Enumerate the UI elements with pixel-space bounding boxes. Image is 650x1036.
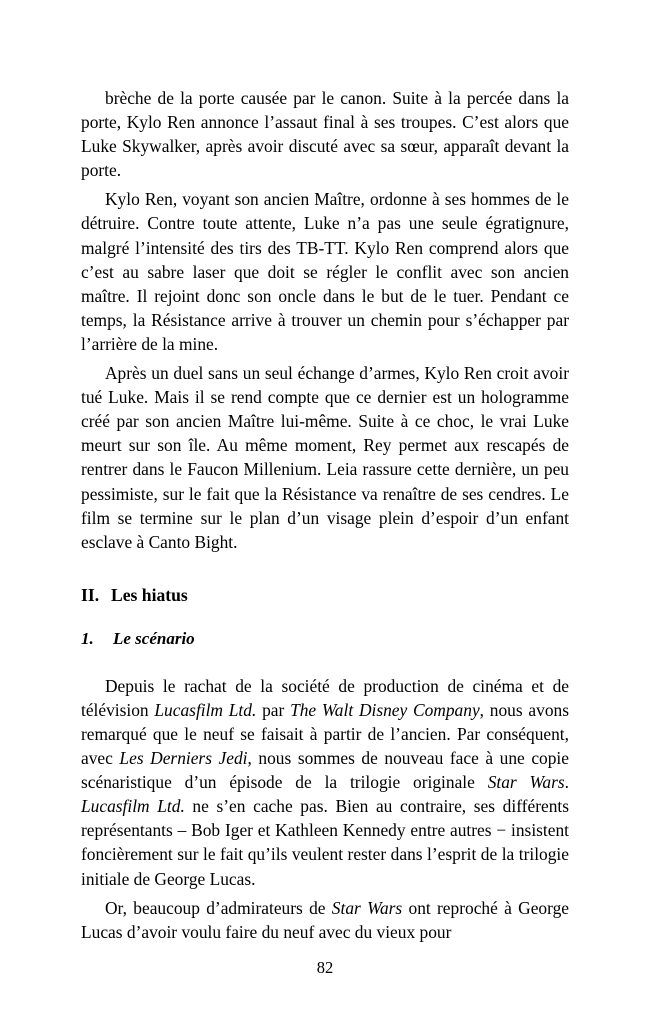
page-number: 82: [316, 958, 334, 977]
section-heading-title: Les hiatus: [111, 584, 188, 605]
heading-spacer: [81, 607, 569, 627]
italic-title: Lucasfilm Ltd.: [81, 796, 185, 817]
italic-title: Les Derniers Jedi: [119, 748, 248, 769]
italic-title: Star Wars: [331, 897, 403, 918]
page-content: [81, 86, 569, 944]
subsection-heading: [81, 627, 569, 651]
paragraph-4: Depuis le rachat de la société de production de cinéma et de télévision Lucasfilm Ltd. par The Walt Disney Company, nous avons remarqué que le neuf se faisait à partir de l’ancien. Par conséquent, avec Les Derniers Jedi, nous sommes de nouveau face à une copie scénaristique d’un épisode de la trilogie originale Star Wars. Lucasfilm Ltd. ne s’en cache pas. Bien au contraire, ses différents représentants – Bob Iger et Kathleen Kennedy entre autres − insistent foncièrement sur le fait qu’ils veulent rester dans l’esprit de la trilogie initiale de George Lucas.: [81, 675, 570, 889]
paragraph-1: brèche de la porte causée par le canon. Suite à la percée dans la porte, Kylo Ren annonce l’assaut final à ses troupes. C’est alors que Luke Skywalker, après avoir discuté avec sa sœur, apparaît devant la porte.: [81, 88, 569, 181]
paragraph-2: Kylo Ren, voyant son ancien Maître, ordonne à ses hommes de le détruire. Contre toute attente, Luke n’a pas une seule égratignure, malgré l’intensité des tirs des TB-TT. Kylo Ren comprend alors que c’est au sabre laser que doit se régler le conflit avec son ancien maître. Il rejoint donc son oncle dans le but de le tuer. Pendant ce temps, la Résistance arrive à trouver un chemin pour s’échapper par l’arrière de la mine.: [81, 189, 569, 354]
section-heading-number: II.: [81, 584, 100, 605]
italic-title: The Walt Disney Company: [290, 699, 480, 720]
italic-title: Star Wars: [487, 772, 565, 793]
subsection-heading-number: 1.: [81, 628, 94, 648]
paragraph-5: Or, beaucoup d’admirateurs de Star Wars ont reproché à George Lucas d’avoir voulu faire du neuf avec du vieux pour: [81, 897, 569, 942]
section-heading: [81, 583, 569, 607]
italic-title: Lucasfilm Ltd.: [154, 699, 257, 720]
paragraph-3: Après un duel sans un seul échange d’armes, Kylo Ren croit avoir tué Luke. Mais il se rend compte que ce dernier est un hologramme créé par son ancien Maître lui-même. Suite à ce choc, le vrai Luke meurt sur son île. Au même moment, Rey permet aux rescapés de rentrer dans le Faucon Millenium. Leia rassure cette dernière, un peu pessimiste, sur le fait que la Résistance va renaître de ses cendres. Le film se termine sur le plan d’un visage plein d’espoir d’un enfant esclave à Canto Bight.: [81, 363, 569, 552]
subsection-heading-title: Le scénario: [113, 628, 195, 648]
heading-spacer: [81, 651, 569, 674]
heading-spacer: [81, 554, 569, 583]
